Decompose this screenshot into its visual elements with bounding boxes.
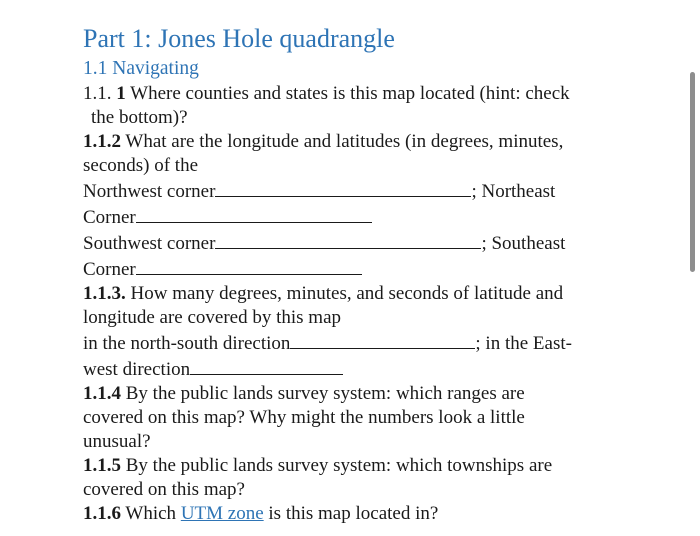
southeast-row: [83, 256, 638, 282]
northeast-corner-label: Corner: [83, 207, 136, 228]
question-1-text-b: the bottom)?: [91, 107, 188, 128]
question-6-line-1: [83, 502, 638, 526]
question-1-text-a: Where counties and states is this map located (hint: check: [125, 83, 570, 104]
question-4-text-a: By the public lands survey system: which ranges are: [121, 383, 525, 404]
question-6-text-a: Which: [121, 503, 181, 524]
question-5-text-a: By the public lands survey system: which townships are: [121, 455, 553, 476]
question-6-number: 1.1.6: [83, 503, 121, 524]
question-1-number-b: 1: [116, 83, 126, 104]
east-west-cont-label: west direction: [83, 359, 191, 380]
southeast-label: ; Southeast: [481, 233, 566, 254]
question-3-text-a: How many degrees, minutes, and seconds of latitude and: [125, 283, 564, 304]
north-south-label: in the north-south direction: [83, 333, 291, 354]
question-2-line-1: [83, 130, 638, 154]
question-4-line-2: [83, 406, 638, 430]
northeast-answer-blank[interactable]: [136, 204, 372, 223]
northeast-label: ; Northeast: [471, 181, 556, 202]
question-2-text-a: What are the longitude and latitudes (in degrees, minutes,: [121, 131, 564, 152]
question-4-text-c: unusual?: [83, 431, 151, 452]
question-5-line-1: [83, 454, 638, 478]
north-south-row: [83, 330, 638, 356]
question-2-line-2: [83, 154, 638, 178]
northwest-row: [83, 178, 638, 204]
question-1-line-1: [83, 82, 638, 106]
vertical-scrollbar[interactable]: [690, 72, 695, 272]
southwest-label: Southwest corner: [83, 233, 216, 254]
southwest-answer-blank[interactable]: [215, 230, 481, 249]
question-5-line-2: [83, 478, 638, 502]
document-page: [83, 24, 638, 526]
question-4-line-1: [83, 382, 638, 406]
east-west-label: ; in the East-: [475, 333, 572, 354]
southwest-row: [83, 230, 638, 256]
section-heading: 1.1 Navigating: [83, 58, 199, 79]
question-1-line-2: [83, 106, 638, 130]
question-2-number: 1.1.2: [83, 131, 121, 152]
question-6-text-b: is this map located in?: [263, 503, 439, 524]
question-4-number: 1.1.4: [83, 383, 121, 404]
question-3-line-1: [83, 282, 638, 306]
question-3-text-b: longitude are covered by this map: [83, 307, 342, 328]
northeast-row: [83, 204, 638, 230]
east-west-row: [83, 356, 638, 382]
question-5-text-b: covered on this map?: [83, 479, 245, 500]
page-title: Part 1: Jones Hole quadrangle: [83, 24, 395, 53]
east-west-answer-blank[interactable]: [190, 356, 343, 375]
question-5-number: 1.1.5: [83, 455, 121, 476]
question-3-line-2: [83, 306, 638, 330]
question-1-number-a: 1.1.: [83, 83, 117, 104]
question-2-text-b: seconds) of the: [83, 155, 199, 176]
north-south-answer-blank[interactable]: [290, 330, 475, 349]
northwest-answer-blank[interactable]: [215, 178, 471, 197]
utm-zone-link[interactable]: UTM zone: [180, 503, 264, 524]
southeast-corner-label: Corner: [83, 259, 136, 280]
question-4-line-3: [83, 430, 638, 454]
question-3-number: 1.1.3.: [83, 283, 126, 304]
northwest-label: Northwest corner: [83, 181, 216, 202]
question-4-text-b: covered on this map? Why might the numbers look a little: [83, 407, 525, 428]
southeast-answer-blank[interactable]: [136, 256, 362, 275]
